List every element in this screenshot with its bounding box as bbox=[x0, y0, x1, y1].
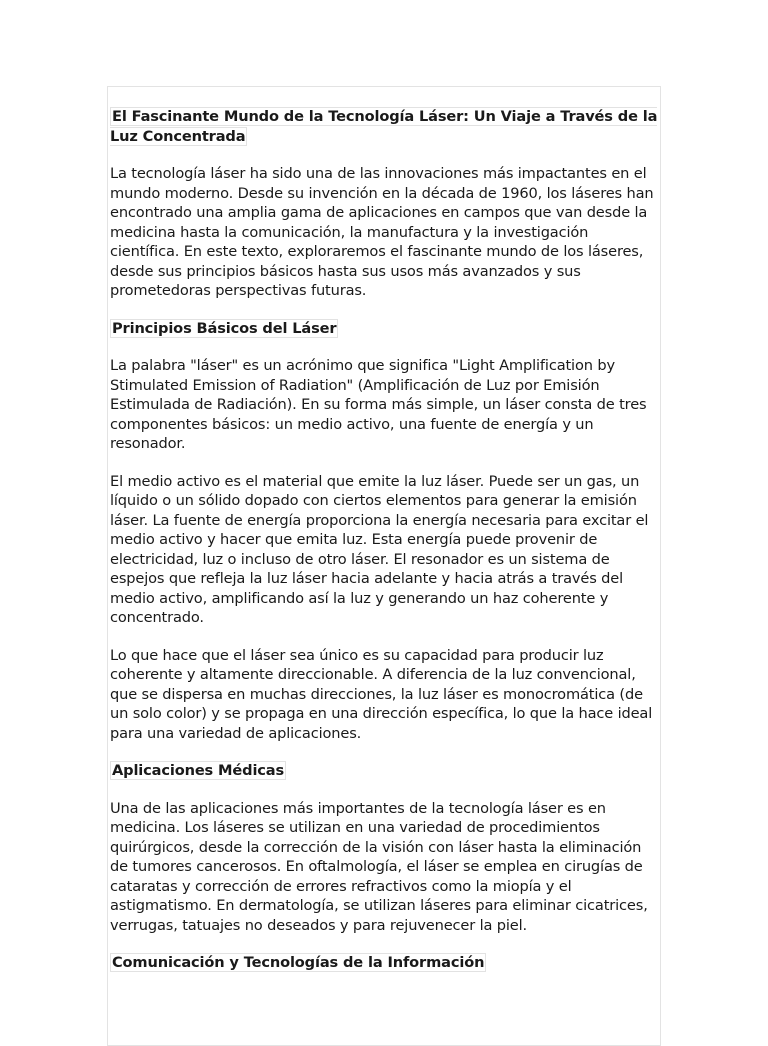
section-heading-aplicaciones-medicas: Aplicaciones Médicas bbox=[112, 762, 285, 779]
document-page bbox=[107, 86, 661, 1046]
section-heading-block bbox=[110, 953, 660, 973]
paragraph: Lo que hace que el láser sea único es su capacidad para producir luz coherente y altamente direccionable. A diferencia de la luz convencional, que se dispersa en muchas direcciones, la luz láser es monocromática (de un solo color) y se propaga en una dirección específica, lo que la hace ideal para una variedad de aplicaciones. bbox=[110, 646, 653, 742]
section-heading-block bbox=[110, 319, 660, 339]
title-block bbox=[110, 107, 660, 146]
document-title: El Fascinante Mundo de la Tecnología Láser: Un Viaje a Través de la Luz Concentrada bbox=[110, 108, 658, 145]
section-heading-block bbox=[110, 761, 660, 781]
paragraph: El medio activo es el material que emite la luz láser. Puede ser un gas, un líquido o un sólido dopado con ciertos elementos para generar la emisión láser. La fuente de energía proporciona la energía necesaria para excitar el medio activo y hacer que emita luz. Esta energía puede provenir de electricidad, luz o incluso de otro láser. El resonador es un sistema de espejos que refleja la luz láser hacia adelante y hacia atrás a través del medio activo, amplificando así la luz y generando un haz coherente y concentrado. bbox=[110, 472, 649, 626]
paragraph: La palabra "láser" es un acrónimo que significa "Light Amplification by Stimulated Emission of Radiation" (Amplificación de Luz por Emisión Estimulada de Radiación). En su forma más simple, un láser consta de tres componentes básicos: un medio activo, una fuente de energía y un resonador. bbox=[110, 357, 647, 452]
section-heading-comunicacion: Comunicación y Tecnologías de la Información bbox=[112, 954, 485, 971]
document-content bbox=[110, 107, 660, 991]
section-heading-principios: Principios Básicos del Láser bbox=[112, 319, 337, 337]
intro-paragraph: La tecnología láser ha sido una de las innovaciones más impactantes en el mundo moderno. Desde su invención en la década de 1960, los láseres han encontrado una amplia gama de aplicaciones en campos que van desde la medicina hasta la comunicación, la manufactura y la investigación científica. En este texto, exploraremos el fascinante mundo de los láseres, desde sus principios básicos hasta sus usos más avanzados y sus prometedoras perspectivas futuras. bbox=[110, 165, 654, 299]
paragraph: Una de las aplicaciones más importantes de la tecnología láser es en medicina. Los láseres se utilizan en una variedad de procedimientos quirúrgicos, desde la corrección de la visión con láser hasta la eliminación de tumores cancerosos. En oftalmología, el láser se emplea en cirugías de cataratas y corrección de errores refractivos como la miopía y el astigmatismo. En dermatología, se utilizan láseres para eliminar cicatrices, verrugas, tatuajes no deseados y para rejuvenecer la piel. bbox=[110, 799, 648, 934]
